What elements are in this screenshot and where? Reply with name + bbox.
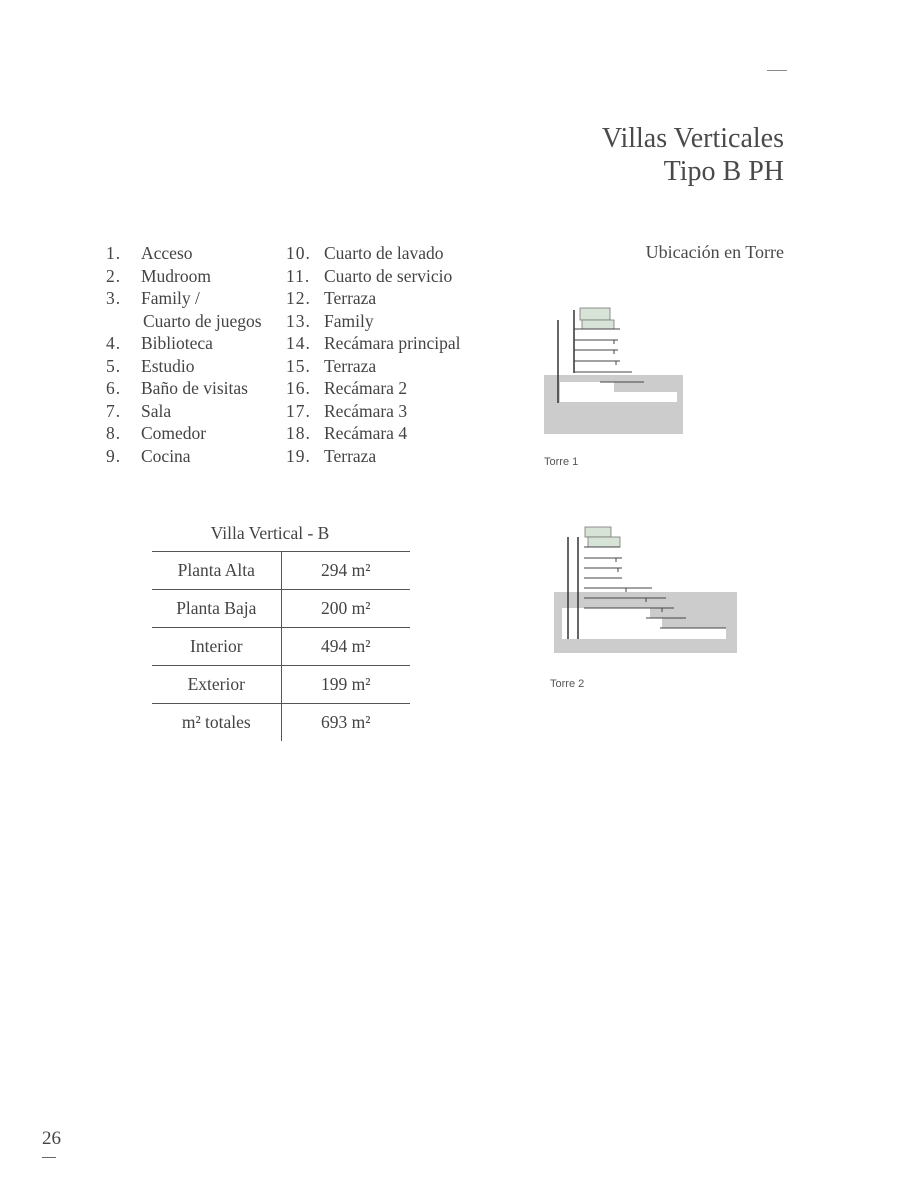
legend-number: 5. [106,355,122,376]
title-line-2: Tipo B PH [663,156,784,187]
legend-number: 17. [286,400,311,421]
legend-number: 19. [286,445,311,466]
legend-label: Biblioteca [141,333,213,353]
tower-1-section-diagram [540,300,690,440]
table-row [152,628,410,666]
legend-number: 9. [106,445,122,466]
area-label: Planta Alta [152,552,281,590]
legend-item [286,332,461,355]
legend-number: 2. [106,265,122,286]
area-table [152,551,410,741]
area-value: 294 m² [281,552,410,590]
area-label: Planta Baja [152,590,281,628]
table-row [152,552,410,590]
legend-number: 11. [286,265,311,286]
legend-number: 8. [106,423,122,443]
legend-label: Recámara 3 [324,400,408,421]
area-label: Interior [152,628,281,666]
legend-item [286,377,461,400]
legend-item [106,422,262,445]
legend-item [106,400,262,423]
area-value: 494 m² [281,628,410,666]
legend-number: 4. [106,333,122,353]
legend-item [286,265,461,288]
area-label: m² totales [152,704,281,742]
highlight-unit [582,320,614,329]
legend-item [286,287,461,310]
room-legend-column-1 [106,242,262,467]
legend-label: Family / [141,288,200,308]
table-row [152,590,410,628]
legend-number: 3. [106,288,122,308]
legend-label: Recámara 4 [324,423,408,443]
area-table-title: Villa Vertical - B [210,523,330,543]
legend-item [286,310,461,333]
legend-item [286,355,461,378]
floor-lines [574,329,644,382]
legend-label: Sala [141,400,172,421]
legend-label: Recámara 2 [324,378,408,398]
bottom-rule [42,1157,56,1158]
legend-label: Mudroom [141,265,211,286]
legend-number: 1. [106,243,122,263]
legend-number: 14. [286,333,311,353]
legend-label: Terraza [324,355,377,376]
legend-number: 15. [286,355,311,376]
area-value: 199 m² [281,666,410,704]
legend-label: Comedor [141,423,207,443]
top-rule [767,70,787,71]
legend-number: 13. [286,310,311,331]
legend-number: 6. [106,378,122,398]
legend-item [286,422,461,445]
legend-label: Cuarto de lavado [324,243,444,263]
legend-item [106,445,262,468]
legend-item [286,242,461,265]
title-line-1: Villas Verticales [601,123,784,154]
legend-item [106,287,262,310]
highlight-unit [580,308,610,320]
area-label: Exterior [152,666,281,704]
legend-number: 18. [286,423,311,443]
tower-2-section-diagram [550,522,745,657]
highlight-unit [585,527,611,537]
tower-2-caption: Torre 2 [550,678,585,690]
legend-label: Terraza [324,445,377,466]
legend-label: Cuarto de servicio [324,265,453,286]
legend-label: Baño de visitas [141,378,248,398]
room-legend-column-2 [286,242,461,467]
legend-item [106,355,262,378]
legend-label: Acceso [141,243,193,263]
table-row [152,666,410,704]
legend-number: 10. [286,243,311,263]
legend-item [106,332,262,355]
area-value: 200 m² [281,590,410,628]
highlight-unit [588,537,620,547]
page-title [602,122,784,188]
legend-item [106,265,262,288]
legend-label: Cocina [141,445,191,466]
legend-item [106,377,262,400]
legend-item [106,242,262,265]
legend-label: Terraza [324,288,377,308]
legend-item [286,445,461,468]
area-value: 693 m² [281,704,410,742]
legend-label-continuation: Cuarto de juegos [143,310,262,331]
legend-number: 7. [106,400,122,421]
legend-number: 16. [286,378,311,398]
legend-number: 12. [286,288,311,308]
legend-item [286,400,461,423]
legend-label: Estudio [141,355,195,376]
location-title: Ubicación en Torre [645,242,784,262]
tower-1-caption: Torre 1 [544,456,579,468]
legend-label: Family [324,310,374,331]
table-row [152,704,410,742]
page-number: 26 [42,1128,61,1149]
legend-label: Recámara principal [324,333,461,353]
